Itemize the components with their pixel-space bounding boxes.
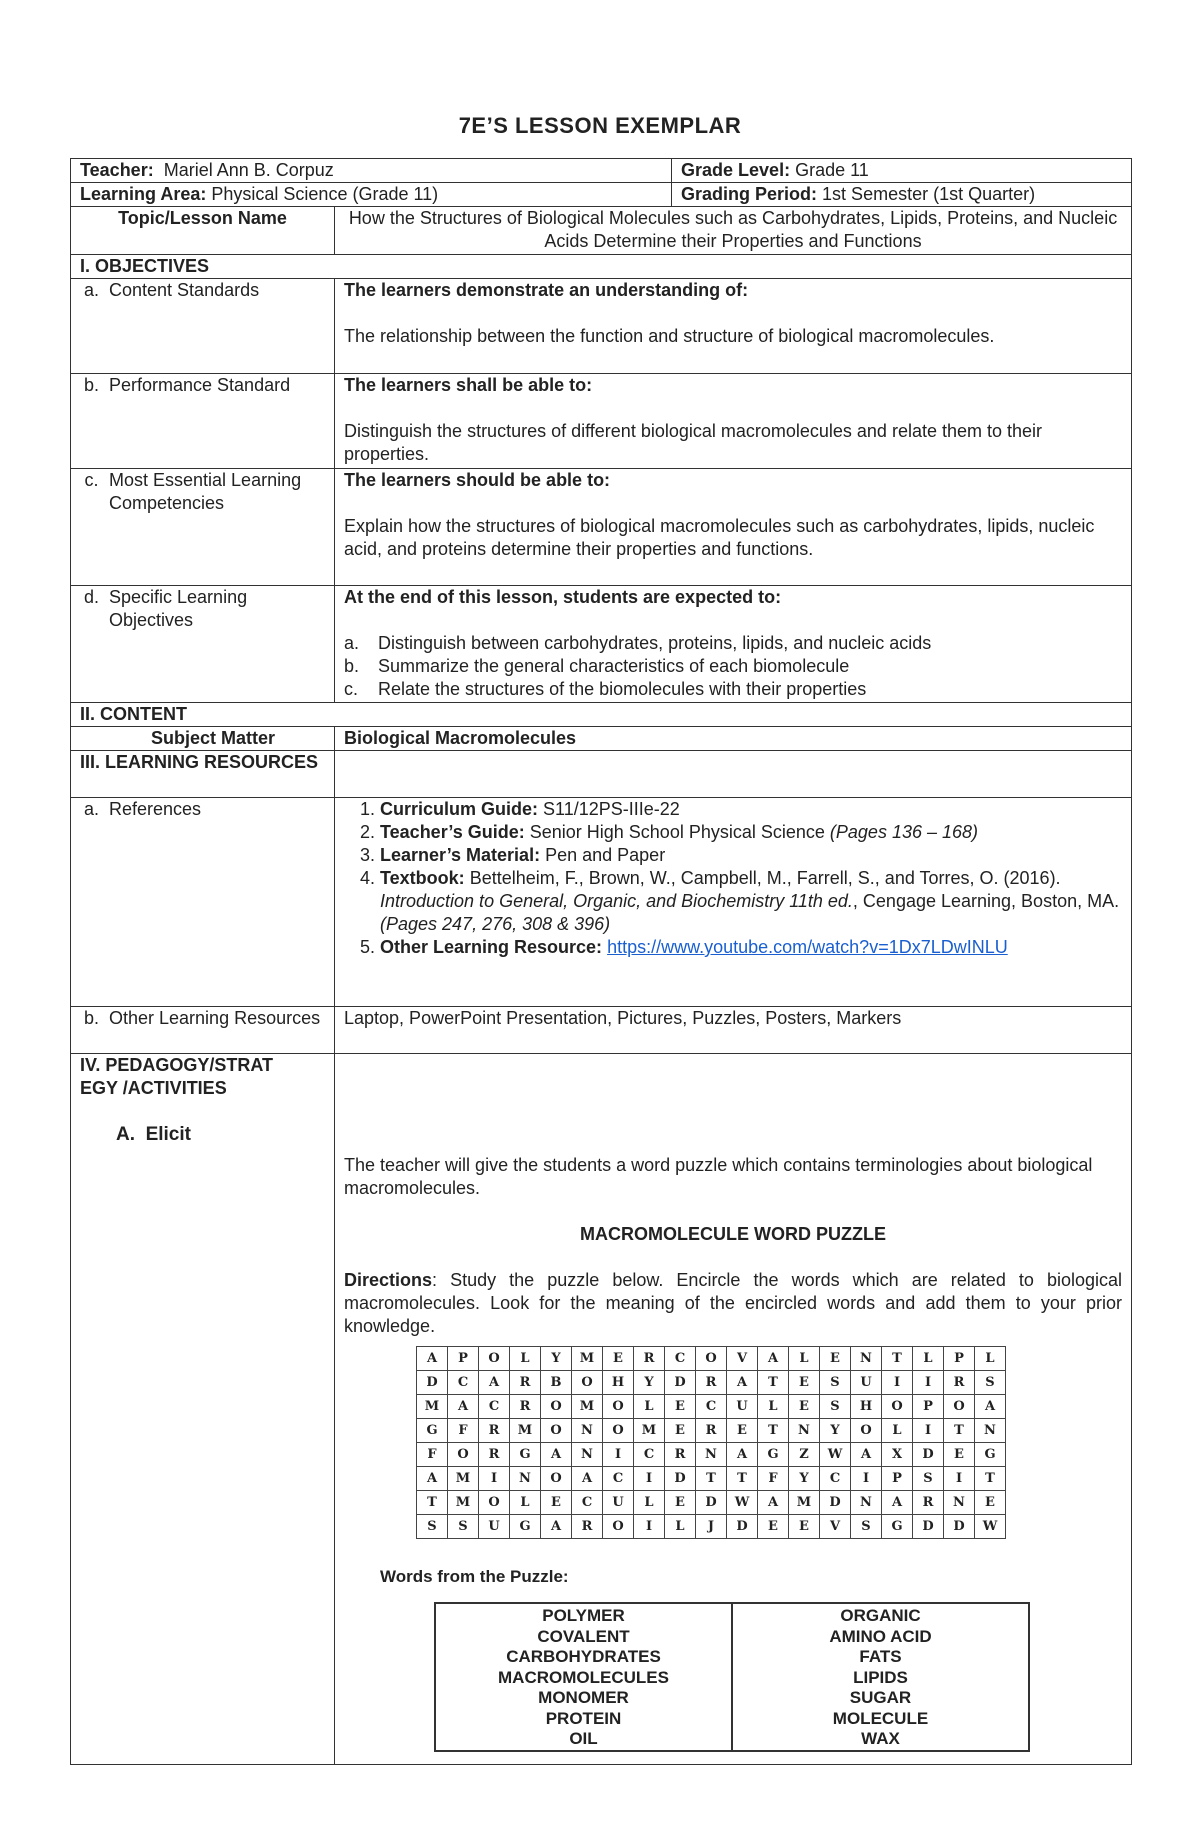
directions-label: Directions [344,1270,433,1290]
item-label: Specific Learning Objectives [109,587,248,630]
pedagogy-heading [80,1054,285,1100]
specific-objectives [335,586,1132,703]
objectives-heading [71,255,1132,279]
puzzle-cell[interactable]: N [696,1443,727,1467]
puzzle-cell[interactable]: A [882,1491,913,1515]
document-title: 7E’S LESSON EXEMPLAR [458,113,742,138]
word-list-right [732,1603,1029,1751]
puzzle-cell[interactable]: U [727,1395,758,1419]
puzzle-row [417,1443,1006,1467]
puzzle-cell[interactable]: T [727,1467,758,1491]
puzzle-cell[interactable]: R [696,1419,727,1443]
puzzle-cell[interactable]: E [603,1347,634,1371]
teacher-name: Mariel Ann B. Corpuz [163,160,334,180]
puzzle-cell[interactable]: E [665,1491,696,1515]
puzzle-cell[interactable]: S [820,1395,851,1419]
puzzle-cell[interactable]: S [448,1515,479,1539]
other-resources-label [71,1007,335,1054]
puzzle-cell[interactable]: L [913,1347,944,1371]
pedagogy-heading-text: IV. PEDAGOGY/STRATEGY /ACTIVITIES [80,1055,274,1098]
puzzle-cell[interactable]: D [913,1515,944,1539]
item-label: Performance Standard [109,375,291,395]
puzzle-cell[interactable]: C [696,1395,727,1419]
body: Explain how the structures of biological macromolecules such as carbohydrates, lipids, nucleic acid, and proteins determine their properties and functions. [344,516,1095,559]
puzzle-cell[interactable]: S [913,1467,944,1491]
teacher-cell [71,159,672,183]
ref-label: Textbook: [380,868,465,888]
ref-label: Curriculum Guide: [380,799,539,819]
puzzle-cell[interactable]: L [975,1347,1006,1371]
puzzle-cell[interactable]: N [851,1491,882,1515]
puzzle-cell[interactable]: R [479,1419,510,1443]
body: Distinguish the structures of different biological macromolecules and relate them to their properties. [344,421,1043,464]
puzzle-cell[interactable]: L [882,1419,913,1443]
item-label: Content Standards [109,280,260,300]
puzzle-cell[interactable]: O [944,1395,975,1419]
directions [344,1269,1122,1338]
puzzle-cell[interactable]: C [634,1443,665,1467]
puzzle-cell[interactable]: C [448,1371,479,1395]
puzzle-cell[interactable]: T [758,1419,789,1443]
objective-item [344,632,1122,655]
puzzle-cell[interactable]: P [448,1347,479,1371]
puzzle-cell[interactable]: G [882,1515,913,1539]
puzzle-word: WAX [861,1729,900,1748]
youtube-link[interactable]: https://www.youtube.com/watch?v=1Dx7LDwINLU [607,937,1008,957]
resources-heading [71,751,335,798]
puzzle-cell[interactable]: P [913,1395,944,1419]
grade-level-label: Grade Level: [681,160,791,180]
puzzle-title: MACROMOLECULE WORD PUZZLE [580,1224,886,1244]
puzzle-cell[interactable]: H [603,1371,634,1395]
puzzle-cell[interactable]: D [417,1371,448,1395]
puzzle-cell[interactable]: A [572,1467,603,1491]
puzzle-cell[interactable]: A [851,1443,882,1467]
ref-pages: (Pages 247, 276, 308 & 396) [380,914,611,934]
puzzle-cell[interactable]: A [727,1371,758,1395]
puzzle-word: FATS [859,1647,902,1666]
puzzle-cell[interactable]: A [975,1395,1006,1419]
puzzle-cell[interactable]: L [510,1491,541,1515]
puzzle-cell[interactable]: O [541,1395,572,1419]
puzzle-cell[interactable]: R [696,1371,727,1395]
puzzle-cell[interactable]: H [851,1395,882,1419]
puzzle-cell[interactable]: U [603,1491,634,1515]
puzzle-word: COVALENT [537,1626,630,1646]
reference-item [380,821,1122,844]
puzzle-cell[interactable]: P [944,1347,975,1371]
puzzle-cell[interactable]: E [665,1419,696,1443]
grading-period: 1st Semester (1st Quarter) [822,184,1036,204]
puzzle-cell[interactable]: B [541,1371,572,1395]
reference-item [380,844,1122,867]
puzzle-cell[interactable]: Y [789,1467,820,1491]
lesson-table [70,158,1132,1765]
puzzle-word: CARBOHYDRATES [506,1647,661,1666]
references-label [71,798,335,1007]
puzzle-cell[interactable]: I [634,1467,665,1491]
puzzle-cell[interactable]: E [789,1395,820,1419]
puzzle-cell[interactable]: L [634,1395,665,1419]
lead: At the end of this lesson, students are expected to: [344,587,782,607]
subject-matter [335,727,1132,751]
puzzle-cell[interactable]: G [975,1443,1006,1467]
subject-matter-label [71,727,335,751]
puzzle-cell[interactable]: A [417,1347,448,1371]
puzzle-cell[interactable]: T [882,1347,913,1371]
topic: How the Structures of Biological Molecules such as Carbohydrates, Lipids, Proteins, and Nucleic Acids Determine their Properties and Functions [335,207,1132,255]
puzzle-cell[interactable]: I [479,1467,510,1491]
puzzle-cell[interactable]: S [417,1515,448,1539]
puzzle-cell[interactable]: O [603,1515,634,1539]
puzzle-word: MOLECULE [832,1708,929,1728]
puzzle-cell[interactable]: A [479,1371,510,1395]
ref-text: Senior High School Physical Science [529,822,825,842]
reference-item [380,936,1122,959]
puzzle-row [417,1515,1006,1539]
item-label: References [109,799,202,819]
puzzle-cell[interactable]: O [479,1347,510,1371]
ref-text: Bettelheim, F., Brown, W., Campbell, M., Farrell, S., and Torres, O. (2016). [469,868,1061,888]
puzzle-cell[interactable]: T [944,1419,975,1443]
puzzle-cell[interactable]: I [634,1515,665,1539]
puzzle-cell[interactable]: E [789,1515,820,1539]
item-letter: a. [83,799,99,819]
puzzle-cell[interactable]: U [479,1515,510,1539]
subject-label-text: Subject Matter [151,728,276,748]
puzzle-cell[interactable]: T [696,1467,727,1491]
puzzle-cell[interactable]: I [882,1371,913,1395]
puzzle-cell[interactable]: M [417,1395,448,1419]
puzzle-cell[interactable]: I [944,1467,975,1491]
puzzle-cell[interactable]: L [665,1515,696,1539]
puzzle-cell[interactable]: F [448,1419,479,1443]
puzzle-cell[interactable]: M [789,1491,820,1515]
puzzle-cell[interactable]: O [541,1419,572,1443]
puzzle-cell[interactable]: D [665,1371,696,1395]
puzzle-cell[interactable]: V [727,1347,758,1371]
puzzle-cell[interactable]: M [448,1467,479,1491]
phase-elicit [80,1123,325,1146]
puzzle-word: SUGAR [849,1688,912,1707]
puzzle-cell[interactable]: U [851,1371,882,1395]
puzzle-cell[interactable]: T [975,1467,1006,1491]
puzzle-cell[interactable]: M [572,1395,603,1419]
puzzle-row [417,1395,1006,1419]
puzzle-cell[interactable]: D [727,1515,758,1539]
puzzle-cell[interactable]: N [944,1491,975,1515]
puzzle-cell[interactable]: Z [789,1443,820,1467]
ref-label: Learner’s Material: [380,845,541,865]
puzzle-cell[interactable]: E [665,1395,696,1419]
objective-text: Relate the structures of the biomolecules with their properties [378,679,867,699]
puzzle-row [417,1491,1006,1515]
puzzle-cell[interactable]: G [758,1443,789,1467]
puzzle-cell[interactable]: O [603,1395,634,1419]
words-label: Words from the Puzzle: [380,1567,569,1586]
puzzle-cell[interactable]: E [758,1515,789,1539]
ref-title: Introduction to General, Organic, and Biochemistry 11th ed. [380,891,853,911]
objective-letter: a. [344,633,360,653]
puzzle-cell[interactable]: O [851,1419,882,1443]
objectives-heading-text: I. OBJECTIVES [80,256,210,276]
puzzle-cell[interactable]: M [634,1419,665,1443]
puzzle-cell[interactable]: I [851,1467,882,1491]
puzzle-cell[interactable]: F [758,1467,789,1491]
puzzle-word: ORGANIC [840,1606,921,1625]
puzzle-word: LIPIDS [853,1667,908,1687]
lead: The learners demonstrate an understanding of: [344,280,749,300]
word-list-left [435,1603,732,1751]
puzzle-cell[interactable]: A [541,1443,572,1467]
puzzle-row [417,1347,1006,1371]
grade-level-cell [672,159,1132,183]
puzzle-cell[interactable]: R [944,1371,975,1395]
puzzle-cell[interactable]: W [820,1443,851,1467]
objective-item [344,655,1122,678]
objective-item [344,678,1122,701]
puzzle-word: OIL [569,1729,598,1748]
grading-period-label: Grading Period: [681,184,818,204]
objective-letter: b. [344,656,360,676]
objective-letter: c. [344,679,359,699]
phase-letter: A. [116,1124,135,1145]
content-standards [335,279,1132,374]
body: The relationship between the function and structure of biological macromolecules. [344,326,995,346]
objective-text: Summarize the general characteristics of each biomolecule [378,656,850,676]
puzzle-cell[interactable]: N [789,1419,820,1443]
puzzle-word: MACROMOLECULES [498,1667,669,1687]
puzzle-cell[interactable]: R [634,1347,665,1371]
puzzle-word: AMINO ACID [829,1626,932,1646]
puzzle-cell[interactable]: I [913,1419,944,1443]
puzzle-cell[interactable]: A [727,1443,758,1467]
word-puzzle-grid [416,1346,1006,1539]
item-letter: d. [83,587,99,607]
content-heading [71,703,1132,727]
puzzle-cell[interactable]: L [758,1395,789,1419]
melc [335,469,1132,586]
puzzle-cell[interactable]: C [665,1347,696,1371]
puzzle-cell[interactable]: R [479,1443,510,1467]
puzzle-cell[interactable]: W [727,1491,758,1515]
item-letter: b. [83,375,99,395]
learning-area-label: Learning Area: [80,184,207,204]
puzzle-word: MONOMER [538,1688,629,1707]
puzzle-cell[interactable]: O [696,1347,727,1371]
puzzle-cell[interactable]: N [572,1419,603,1443]
puzzle-cell[interactable]: E [944,1443,975,1467]
puzzle-cell[interactable]: N [572,1443,603,1467]
learning-area: Physical Science (Grade 11) [211,184,439,204]
puzzle-cell[interactable]: W [975,1515,1006,1539]
puzzle-cell[interactable]: A [448,1395,479,1419]
puzzle-cell[interactable]: V [820,1515,851,1539]
learning-area-cell [71,183,672,207]
puzzle-row [417,1467,1006,1491]
performance-standard [335,374,1132,469]
puzzle-cell[interactable]: A [758,1347,789,1371]
puzzle-cell[interactable]: S [851,1515,882,1539]
puzzle-cell[interactable]: Y [541,1347,572,1371]
melc-label [71,469,335,586]
puzzle-cell[interactable]: L [789,1347,820,1371]
puzzle-cell[interactable]: E [975,1491,1006,1515]
ref-publisher: , Cengage Learning, Boston, MA. [852,891,1120,911]
puzzle-cell[interactable]: E [789,1371,820,1395]
content-heading-text: II. CONTENT [80,704,187,724]
pedagogy-label [71,1054,335,1765]
puzzle-cell[interactable]: R [510,1395,541,1419]
item-label: Other Learning Resources [109,1008,321,1028]
puzzle-cell[interactable]: D [820,1491,851,1515]
puzzle-cell[interactable]: D [944,1515,975,1539]
puzzle-cell[interactable]: R [665,1443,696,1467]
puzzle-cell[interactable]: D [665,1467,696,1491]
reference-item [380,867,1122,936]
empty-cell [335,751,1132,798]
puzzle-cell[interactable]: G [417,1419,448,1443]
ref-label: Other Learning Resource: [380,937,603,957]
topic-label [71,207,335,255]
puzzle-cell[interactable]: C [572,1491,603,1515]
word-list-table [434,1602,1030,1752]
puzzle-cell[interactable]: A [541,1515,572,1539]
teacher-label: Teacher: [80,160,154,180]
ref-label: Teacher’s Guide: [380,822,525,842]
ref-text: Pen and Paper [545,845,666,865]
content-standards-label [71,279,335,374]
directions-text: : Study the puzzle below. Encircle the words which are related to biological macromolecules. Look for the meaning of the encircled words and add them to your prior knowledge. [344,1270,1122,1336]
topic-label-text: Topic/Lesson Name [118,208,287,228]
puzzle-cell[interactable]: J [696,1515,727,1539]
puzzle-cell[interactable]: D [696,1491,727,1515]
performance-standard-label [71,374,335,469]
puzzle-cell[interactable]: A [758,1491,789,1515]
subject-text: Biological Macromolecules [344,728,577,748]
puzzle-cell[interactable]: E [727,1419,758,1443]
specific-objectives-label [71,586,335,703]
item-letter: b. [83,1008,99,1028]
lead: The learners should be able to: [344,470,611,490]
puzzle-cell[interactable]: E [541,1491,572,1515]
puzzle-cell[interactable]: N [510,1467,541,1491]
puzzle-cell[interactable]: T [758,1371,789,1395]
puzzle-cell[interactable]: N [975,1419,1006,1443]
intro-text: The teacher will give the students a word puzzle which contains terminologies about biological macromolecules. [344,1155,1093,1198]
puzzle-word: POLYMER [542,1606,625,1625]
puzzle-cell[interactable]: C [820,1467,851,1491]
puzzle-cell[interactable]: O [603,1419,634,1443]
puzzle-cell[interactable]: P [882,1467,913,1491]
puzzle-cell[interactable]: F [417,1443,448,1467]
puzzle-cell[interactable]: M [448,1491,479,1515]
puzzle-word: PROTEIN [545,1708,622,1728]
puzzle-cell[interactable]: R [572,1515,603,1539]
puzzle-cell[interactable]: C [479,1395,510,1419]
puzzle-cell[interactable]: O [572,1371,603,1395]
puzzle-cell[interactable]: S [975,1371,1006,1395]
references [335,798,1132,1007]
other-resources: Laptop, PowerPoint Presentation, Pictures, Puzzles, Posters, Markers [335,1007,1132,1054]
puzzle-cell[interactable]: Y [820,1419,851,1443]
puzzle-row [417,1419,1006,1443]
puzzle-cell[interactable]: O [882,1395,913,1419]
puzzle-cell[interactable]: C [603,1467,634,1491]
puzzle-cell[interactable]: N [851,1347,882,1371]
puzzle-cell[interactable]: O [448,1443,479,1467]
puzzle-cell[interactable]: L [634,1491,665,1515]
reference-item [380,798,1122,821]
puzzle-cell[interactable]: O [541,1467,572,1491]
puzzle-cell[interactable]: R [913,1491,944,1515]
puzzle-cell[interactable]: O [479,1491,510,1515]
objective-text: Distinguish between carbohydrates, proteins, lipids, and nucleic acids [378,633,932,653]
ref-pages: (Pages 136 – 168) [829,822,979,842]
puzzle-cell[interactable]: E [820,1347,851,1371]
puzzle-cell[interactable]: G [510,1515,541,1539]
grading-period-cell [672,183,1132,207]
lead: The learners shall be able to: [344,375,593,395]
grade-level: Grade 11 [795,160,869,180]
puzzle-cell[interactable]: D [913,1443,944,1467]
puzzle-cell[interactable]: M [510,1419,541,1443]
puzzle-cell[interactable]: M [572,1347,603,1371]
puzzle-cell[interactable]: G [510,1443,541,1467]
puzzle-cell[interactable]: I [913,1371,944,1395]
puzzle-cell[interactable]: S [820,1371,851,1395]
puzzle-cell[interactable]: T [417,1491,448,1515]
ref-text: S11/12PS-IIIe-22 [543,799,680,819]
phase-name: Elicit [145,1124,191,1145]
puzzle-cell[interactable]: L [510,1347,541,1371]
puzzle-cell[interactable]: A [417,1467,448,1491]
pedagogy-content [335,1054,1132,1765]
puzzle-cell[interactable]: I [603,1443,634,1467]
puzzle-cell[interactable]: R [510,1371,541,1395]
item-label: Most Essential Learning Competencies [109,470,302,513]
puzzle-cell[interactable]: Y [634,1371,665,1395]
resources-heading-text: III. LEARNING RESOURCES [80,752,319,772]
puzzle-cell[interactable]: X [882,1443,913,1467]
item-letter: a. [83,280,99,300]
puzzle-row [417,1371,1006,1395]
item-letter: c. [84,470,99,490]
